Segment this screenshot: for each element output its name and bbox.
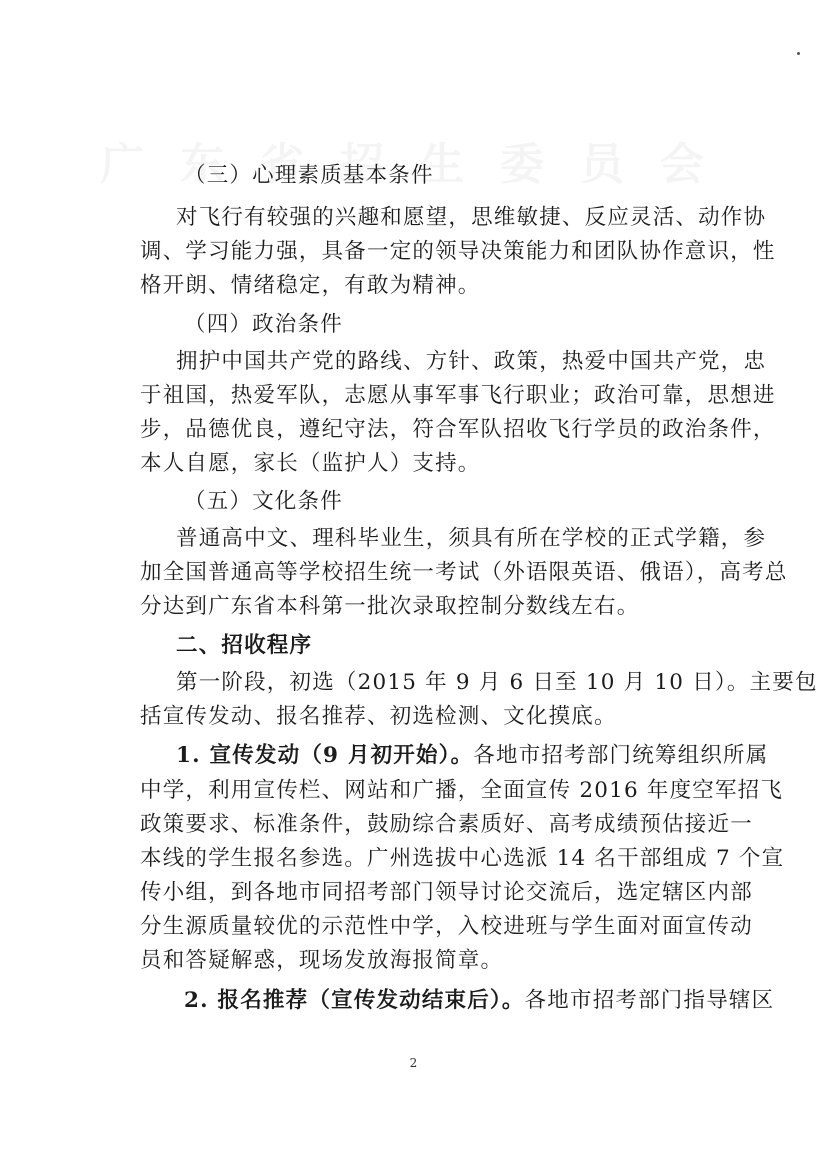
paragraph-line: 本人自愿，家长（监护人）支持。 [140,451,481,476]
paragraph-line: 对飞行有较强的兴趣和愿望，思维敏捷、反应灵活、动作协 [176,205,767,230]
heading-recruitment-procedure: 二、招收程序 [176,633,313,658]
paragraph-line: 普通高中文、理科毕业生，须具有所在学校的正式学籍，参 [176,526,767,551]
paragraph-line: 分达到广东省本科第一批次录取控制分数线左右。 [140,594,640,619]
paragraph-line: 拥护中国共产党的路线、方针、政策，热爱中国共产党，忠 [176,349,767,374]
paragraph-line: 于祖国，热爱军队，志愿从事军事飞行职业；政治可靠，思想进 [140,383,776,408]
paragraph-line: 本线的学生报名参选。广州选拔中心选派 14 名干部组成 7 个宣 [140,846,785,871]
bold-lead-registration: 2. 报名推荐（宣传发动结束后）。 [184,988,525,1013]
paragraph-line: 政策要求、标准条件，鼓励综合素质好、高考成绩预估接近一 [140,812,753,837]
paragraph-line: 员和答疑解惑，现场发放海报简章。 [140,948,504,973]
heading-education-conditions: （五）文化条件 [184,489,343,514]
page-number: 2 [409,1056,418,1070]
heading-political-conditions: （四）政治条件 [184,312,343,337]
heading-psychological-conditions: （三）心理素质基本条件 [184,163,434,188]
paragraph-line: 加全国普通高等学校招生统一考试（外语限英语、俄语），高考总 [140,560,788,585]
scan-speck [797,52,800,55]
paragraph-line: 步，品德优良，遵纪守法，符合军队招收飞行学员的政治条件， [140,417,776,442]
paragraph-line-registration [184,985,774,1017]
paragraph-line: 调、学习能力强，具备一定的领导决策能力和团队协作意识，性 [140,239,776,264]
paragraph-line: 中学，利用宣传栏、网站和广播，全面宣传 2016 年度空军招飞 [140,778,784,803]
paragraph-line-publicity [176,740,768,772]
paragraph-text: 各地市招考部门指导辖区 [524,988,775,1013]
paragraph-line: 传小组，到各地市同招考部门领导讨论交流后，选定辖区内部 [140,880,753,905]
paragraph-line: 括宣传发动、报名推荐、初选检测、文化摸底。 [140,704,617,729]
bold-lead-publicity: 1. 宣传发动（9 月初开始）。 [176,743,474,768]
paragraph-line: 第一阶段，初选（2015 年 9 月 6 日至 10 月 10 日）。主要包 [176,670,818,695]
paragraph-text: 各地市招考部门统筹组织所属 [473,743,769,768]
paragraph-line: 分生源质量较优的示范性中学，入校进班与学生面对面宣传动 [140,914,753,939]
paragraph-line: 格开朗、情绪稳定，有敢为精神。 [140,273,481,298]
